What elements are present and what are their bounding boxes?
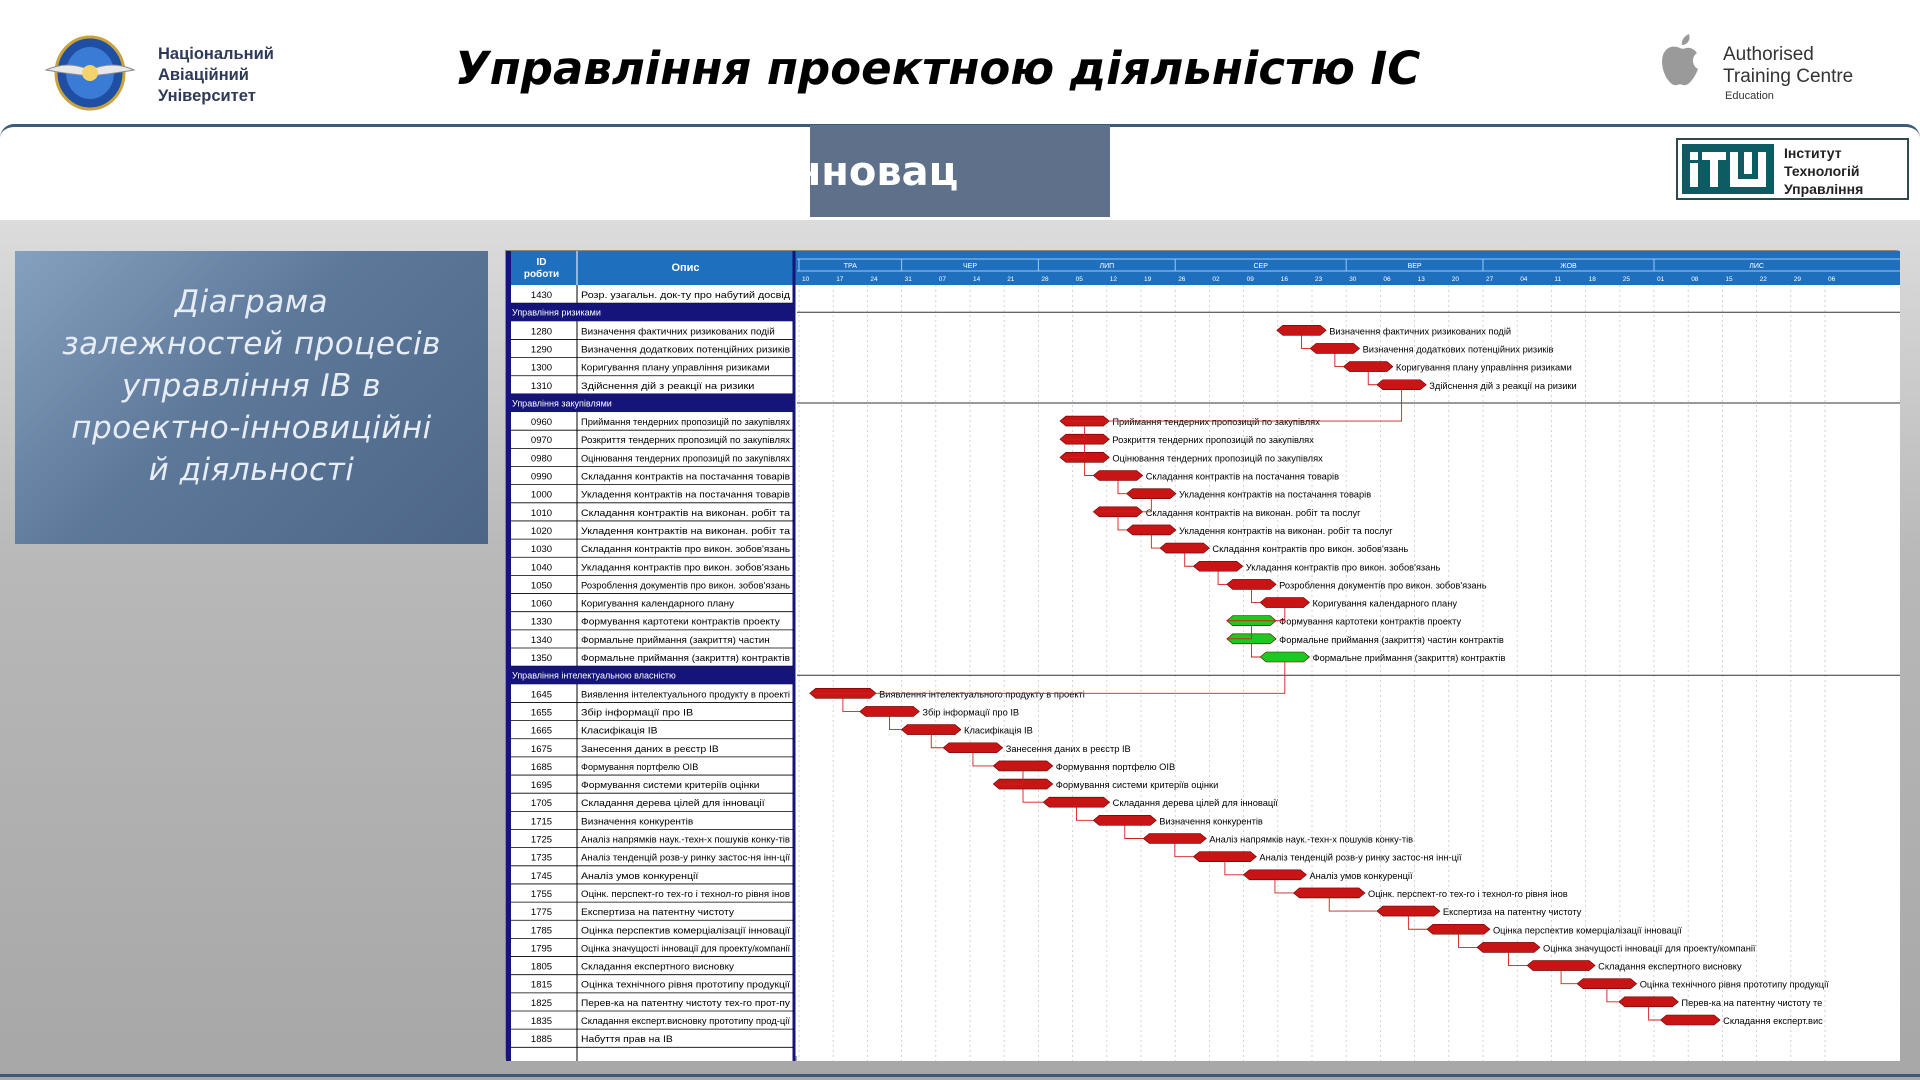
task-description: Формування портфелю ОІВ <box>581 761 699 772</box>
gantt-bar <box>1143 834 1206 844</box>
itu-name-line: Управління <box>1784 181 1864 197</box>
description-line: управління ІВ в <box>121 368 382 404</box>
week-label: 21 <box>1007 276 1015 283</box>
week-label: 09 <box>1246 276 1254 283</box>
university-name-line: Національний <box>158 45 274 63</box>
description-line: залежностей процесів <box>62 326 441 362</box>
gantt-bar <box>1043 797 1109 807</box>
gantt-bar-label: Збір інформації про ІВ <box>922 707 1020 718</box>
gantt-bar-label: Формування портфелю ОІВ <box>1055 761 1176 772</box>
week-label: 22 <box>1759 276 1767 283</box>
gantt-bar-label: Укладення контрактів на виконан. робіт та послуг <box>1179 525 1393 536</box>
week-label: 24 <box>870 276 878 283</box>
task-id: 1340 <box>530 634 553 646</box>
task-id: 1430 <box>530 290 553 301</box>
task-description: Аналіз тенденцій розв-у ринку застос-ня інн-ції <box>581 852 791 863</box>
task-id: 0990 <box>530 471 553 483</box>
gantt-bar <box>1227 579 1276 589</box>
gantt-bar-label: Аналіз тенденцій розв-у ринку застос-ня інн-ції <box>1259 852 1462 863</box>
task-id: 1705 <box>530 798 553 810</box>
header-id-label: ID <box>536 257 547 268</box>
task-description: Складання експерт.висновку прототипу прод-ції <box>581 1016 791 1026</box>
task-id: 1815 <box>530 979 553 991</box>
task-id: 1655 <box>530 707 553 719</box>
week-label: 04 <box>1520 276 1528 283</box>
itu-name-line: Технологій <box>1784 163 1860 179</box>
gantt-bar-label: Складання контрактів про викон. зобов'язань <box>1212 544 1409 555</box>
task-id: 1695 <box>530 780 553 792</box>
week-label: 06 <box>1828 276 1836 283</box>
task-id: 1795 <box>530 943 553 955</box>
description-panel <box>15 251 488 544</box>
description-line: Діаграма <box>174 284 329 320</box>
month-label: СЕР <box>1253 263 1268 270</box>
itu-mark-icon <box>1682 144 1774 194</box>
gantt-bar <box>1477 942 1540 952</box>
month-label: ТРА <box>843 263 857 270</box>
gantt-bar-label: Приймання тендерних пропозицій по закупівлях <box>1112 417 1320 428</box>
task-id: 0960 <box>530 417 553 429</box>
gantt-chart-svg <box>506 251 1900 1061</box>
gantt-bar-label: Складання дерева цілей для інновації <box>1112 798 1278 809</box>
task-description: Класифікація ІВ <box>581 725 658 736</box>
task-id: 1755 <box>530 888 553 900</box>
gantt-bar <box>1661 1015 1721 1025</box>
week-label: 19 <box>1144 276 1152 283</box>
task-description: Розкриття тендерних пропозицій по закупівлях <box>581 435 791 446</box>
task-description: Оцінка технічного рівня прототипу продукції <box>581 979 791 990</box>
gantt-bar-label: Складання експерт.вис <box>1723 1016 1823 1026</box>
task-description: Формування системи критеріїв оцінки <box>581 780 760 791</box>
description-text <box>15 281 488 491</box>
task-description: Складання дерева цілей для інновації <box>581 798 766 809</box>
gantt-bar-label: Складання експертного висновку <box>1598 961 1742 972</box>
gantt-bar <box>993 761 1053 771</box>
itu-name-line: Інститут <box>1784 145 1842 161</box>
week-label: 25 <box>1622 276 1631 283</box>
week-label: 07 <box>938 276 947 283</box>
month-label: ВЕР <box>1407 263 1422 270</box>
task-id: 1330 <box>530 616 553 628</box>
description-line: й діяльності <box>148 452 355 488</box>
gantt-bar-label: Укладення контрактів на постачання товарів <box>1179 489 1372 500</box>
task-id: 1300 <box>530 362 553 374</box>
week-label: 26 <box>1178 276 1186 283</box>
week-label: 01 <box>1657 276 1665 283</box>
week-label: 20 <box>1451 276 1460 283</box>
task-description: Укладання контрактів про викон. зобов'язань <box>581 562 791 573</box>
task-description: Визначення додаткових потенційних ризиків <box>581 344 791 355</box>
task-description: Розроблення документів про викон. зобов'язань <box>581 580 791 591</box>
task-description: Коригування плану управління ризиками <box>581 362 770 373</box>
header <box>0 0 1920 122</box>
gantt-bar <box>1160 543 1209 553</box>
task-id: 1745 <box>530 870 553 882</box>
task-id: 1675 <box>530 743 553 755</box>
atc-line: Education <box>1725 90 1774 102</box>
group-label: Управління закупівлями <box>512 398 612 409</box>
task-id: 1020 <box>530 525 553 537</box>
gantt-bar-label: Розроблення документів про викон. зобов'язань <box>1279 580 1487 591</box>
task-description: Оцінка значущості інновації для проекту/компанії <box>581 943 791 954</box>
gantt-bar <box>1344 362 1393 372</box>
gantt-bar-label: Класифікація ІВ <box>964 725 1033 736</box>
task-description: Визначення фактичних ризикованих подій <box>581 326 775 337</box>
week-label: 29 <box>1793 276 1802 283</box>
gantt-bar-label: Розкриття тендерних пропозицій по закупівлях <box>1112 435 1314 446</box>
task-id: 0970 <box>530 435 553 447</box>
task-id: 1825 <box>530 997 553 1009</box>
task-description: Формальне приймання (закриття) частин <box>581 634 770 645</box>
itu-logo <box>1676 138 1909 200</box>
group-label: Управління ризиками <box>512 307 601 318</box>
gantt-bar <box>1260 652 1309 662</box>
task-id: 1775 <box>530 907 553 919</box>
gantt-bar-label: Виявлення інтелектуального продукту в проекті <box>879 689 1085 700</box>
gantt-bar <box>1577 979 1637 989</box>
gantt-bar-label: Формальне приймання (закриття) частин контрактів <box>1279 634 1504 645</box>
task-id: 1725 <box>530 834 553 846</box>
week-label: 02 <box>1212 276 1220 283</box>
header-desc-label: Опис <box>671 262 700 274</box>
gantt-bar-label: Коригування календарного плану <box>1312 598 1458 609</box>
gantt-bar <box>1127 489 1176 499</box>
task-description: Укладення контрактів на постачання товарів <box>581 489 791 500</box>
gantt-bar <box>943 743 1003 753</box>
task-description: Збір інформації про ІВ <box>581 707 694 718</box>
gantt-bar <box>1427 924 1490 934</box>
week-label: 15 <box>1725 276 1733 283</box>
gantt-bar-label: Складання контрактів на постачання товарів <box>1145 471 1340 482</box>
task-id: 1050 <box>530 580 553 592</box>
task-id: 1805 <box>530 961 553 973</box>
university-name-line: Університет <box>158 87 256 105</box>
gantt-bar <box>1193 852 1256 862</box>
week-label: 17 <box>836 276 844 283</box>
gantt-bar <box>1127 525 1176 535</box>
task-id: 1645 <box>530 689 553 701</box>
task-description: Набуття прав на ІВ <box>581 1034 673 1045</box>
task-id: 1835 <box>530 1016 553 1027</box>
week-label: 13 <box>1417 276 1425 283</box>
gantt-bar-label: Визначення додаткових потенційних ризиків <box>1362 344 1554 355</box>
task-id: 1290 <box>530 344 553 356</box>
week-label: 27 <box>1486 276 1494 283</box>
table-left-border <box>506 251 511 1061</box>
description-line: проектно-інновиційні <box>71 410 432 446</box>
task-description: Експертиза на патентну чистоту <box>581 907 735 918</box>
gantt-bar-label: Формування картотеки контрактів проекту <box>1279 616 1462 627</box>
week-label: 30 <box>1349 276 1357 283</box>
gantt-bar <box>860 706 920 716</box>
task-id: 1715 <box>530 816 553 828</box>
task-description: Оцінк. перспект-го тех-го і технол-го рівня інов <box>581 888 791 899</box>
gantt-bar-label: Експертиза на патентну чистоту <box>1442 907 1582 918</box>
apple-logo-icon <box>1656 30 1704 88</box>
gantt-bar-label: Коригування плану управління ризиками <box>1395 362 1572 373</box>
task-description: Формальне приймання (закриття) контрактів <box>581 653 791 663</box>
gantt-bar-label: Формування системи критеріїв оцінки <box>1055 780 1219 791</box>
page-title: Управління проектною діяльністю ІС <box>455 42 1421 95</box>
university-name-line: Авіаційний <box>158 66 249 84</box>
task-description: Визначення конкурентів <box>581 816 694 827</box>
gantt-bar <box>1377 906 1440 916</box>
task-description: Складання контрактів на виконан. робіт та <box>581 507 791 518</box>
gantt-bar-label: Укладання контрактів про викон. зобов'язань <box>1245 562 1441 573</box>
task-id: 1885 <box>530 1034 553 1046</box>
week-label: 16 <box>1280 276 1289 283</box>
task-id: 1685 <box>530 761 553 773</box>
task-id: 1030 <box>530 544 553 556</box>
university-logo <box>42 30 138 116</box>
week-label: 31 <box>904 276 912 283</box>
task-description: Занесення даних в реєстр ІВ <box>581 743 719 754</box>
gantt-bar <box>1310 343 1359 353</box>
task-description: Приймання тендерних пропозицій по закупівлях <box>581 417 791 428</box>
gantt-bar-label: Здійснення дій з реакції на ризики <box>1429 380 1577 391</box>
gantt-bar-label: Визначення фактичних ризикованих подій <box>1329 326 1512 337</box>
atc-line: Training Centre <box>1723 66 1854 87</box>
group-label: Управління інтелектуальною власністю <box>512 670 676 681</box>
task-description: Здійснення дій з реакції на ризики <box>581 380 755 391</box>
itu-name <box>1784 144 1863 198</box>
gantt-bar-label: Оцінка значущості інновації для проекту/компанії <box>1543 943 1756 954</box>
gantt-bar <box>1093 815 1156 825</box>
gantt-bar <box>1527 961 1595 971</box>
task-id: 1000 <box>530 489 553 501</box>
task-id: 1350 <box>530 653 553 664</box>
task-description: Аналіз напрямків наук.-техн-х пошуків конку-тів <box>581 834 791 845</box>
week-label: 23 <box>1315 276 1323 283</box>
subtitle-highlight <box>685 125 1110 217</box>
week-label: 06 <box>1383 276 1391 283</box>
task-description: Складання контрактів про викон. зобов'язань <box>581 544 791 555</box>
gantt-bar-label: Аналіз умов конкуренції <box>1309 870 1413 881</box>
subtitle-text: ння інновац <box>685 149 959 195</box>
week-label: 28 <box>1041 276 1049 283</box>
gantt-bar-label: Складання контрактів на виконан. робіт та послуг <box>1145 507 1361 518</box>
gantt-bar-label: Оцінювання тендерних пропозицій по закупівлях <box>1112 453 1323 464</box>
task-description: Виявлення інтелектуального продукту в проекті <box>581 689 790 700</box>
task-id: 1735 <box>530 852 553 864</box>
gantt-bar <box>1619 997 1679 1007</box>
footer-divider <box>0 1074 1920 1077</box>
week-label: 12 <box>1109 276 1118 283</box>
gantt-bar-label: Оцінк. перспект-го тех-го і технол-го рівня інов <box>1367 888 1568 899</box>
month-label: ЖОВ <box>1560 263 1577 270</box>
task-description: Укладення контрактів на виконан. робіт та <box>581 525 791 536</box>
task-id: 1665 <box>530 725 553 737</box>
task-description: Аналіз умов конкуренції <box>581 870 699 881</box>
gantt-bar-label: Формальне приймання (закриття) контрактів <box>1312 653 1506 663</box>
gantt-bar-label: Перев-ка на патентну чистоту те <box>1681 997 1823 1008</box>
atc-line: Authorised <box>1723 44 1814 65</box>
task-id: 1280 <box>530 326 553 338</box>
task-description: Оцінка перспектив комерціалізації інновації <box>581 925 791 936</box>
week-label: 18 <box>1588 276 1596 283</box>
university-name <box>158 44 274 107</box>
gantt-bar-label: Аналіз напрямків наук.-техн-х пошуків конку-тів <box>1209 834 1414 845</box>
week-label: 11 <box>1554 276 1562 283</box>
task-description: Розр. узагальн. док-ту про набутий досвід <box>581 290 791 300</box>
task-description: Оцінювання тендерних пропозицій по закупівлях <box>581 453 791 464</box>
task-id: 0980 <box>530 453 553 465</box>
gantt-bar <box>1093 471 1142 481</box>
task-id: 1310 <box>530 380 553 392</box>
month-label: ЧЕР <box>962 263 978 270</box>
task-description: Перев-ка на патентну чистоту тех-го прот-пу <box>581 997 791 1008</box>
gantt-bar <box>1293 888 1365 898</box>
task-description: Формування картотеки контрактів проекту <box>581 616 781 627</box>
gantt-bar-label: Визначення конкурентів <box>1159 816 1263 827</box>
task-id: 1785 <box>530 925 553 937</box>
week-label: 08 <box>1691 276 1699 283</box>
gantt-bar <box>1260 598 1309 608</box>
gantt-bar-label: Оцінка перспектив комерціалізації інновації <box>1492 925 1682 936</box>
gantt-bar <box>1277 325 1326 335</box>
task-description: Складання контрактів на постачання товарів <box>581 471 791 482</box>
gantt-bar <box>1243 870 1306 880</box>
month-label: ЛИП <box>1099 263 1115 270</box>
task-description: Складання експертного висновку <box>581 961 735 972</box>
week-label: 10 <box>802 276 810 283</box>
task-id: 1010 <box>530 507 553 519</box>
week-label: 05 <box>1075 276 1083 283</box>
gantt-bar <box>901 725 961 735</box>
gantt-bar <box>1193 561 1242 571</box>
task-id: 1060 <box>530 598 553 610</box>
gantt-bar-label: Оцінка технічного рівня прототипу продукції <box>1639 979 1829 990</box>
gantt-bar-label: Занесення даних в реєстр ІВ <box>1005 743 1131 754</box>
month-label: ЛИС <box>1749 263 1764 270</box>
week-label: 14 <box>973 276 981 283</box>
gantt-chart <box>505 250 1899 1060</box>
authorised-training-centre <box>1723 44 1853 102</box>
header-id-label: роботи <box>523 269 560 280</box>
task-id: 1040 <box>530 562 553 574</box>
gantt-bar <box>1377 380 1426 390</box>
task-description: Коригування календарного плану <box>581 598 735 609</box>
